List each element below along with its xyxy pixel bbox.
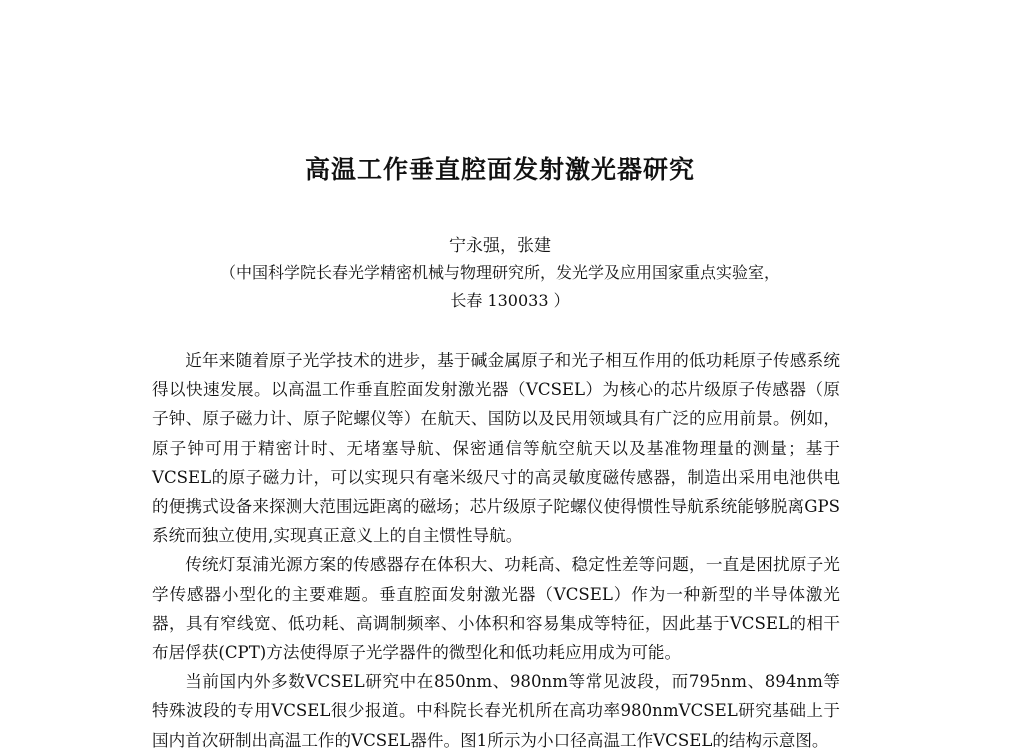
paper-title: 高温工作垂直腔面发射激光器研究 — [304, 155, 695, 184]
affiliation-line-2: 长春 130033 ） — [450, 291, 570, 310]
author-list: 宁永强，张建 — [449, 236, 551, 256]
body-text — [152, 346, 840, 755]
body-paragraph-2: 传统灯泵浦光源方案的传感器存在体积大、功耗高、稳定性差等问题，一直是困扰原子光学传感器小型化的主要难题。垂直腔面发射激光器（VCSEL）作为一种新型的半导体激光器，具有窄线宽、低功耗、高调制频率、小体积和容易集成等特征，因此基于VCSEL的相干布居俘获(CPT)方法使得原子光学器件的微型化和低功耗应用成为可能。 — [152, 555, 840, 663]
body-paragraph-1: 近年来随着原子光学技术的进步，基于碱金属原子和光子相互作用的低功耗原子传感系统得以快速发展。以高温工作垂直腔面发射激光器（VCSEL）为核心的芯片级原子传感器（原子钟、原子磁力计、原子陀螺仪等）在航天、国防以及民用领域具有广泛的应用前景。例如，原子钟可用于精密计时、无堵塞导航、保密通信等航空航天以及基准物理量的测量；基于VCSEL的原子磁力计，可以实现只有毫米级尺寸的高灵敏度磁传感器，制造出采用电池供电的便携式设备来探测大范围远距离的磁场；芯片级原子陀螺仪使得惯性导航系统能够脱离GPS系统而独立使用,实现真正意义上的自主惯性导航。 — [152, 351, 840, 546]
affiliation-line-1: （中国科学院长春光学精密机械与物理研究所，发光学及应用国家重点实验室， — [219, 263, 780, 282]
body-paragraph-3: 当前国内外多数VCSEL研究中在850nm、980nm等常见波段，而795nm、894nm等特殊波段的专用VCSEL很少报道。中科院长春光机所在高功率980nmVCSEL研究基础上于国内首次研制出高温工作的VCSEL器件。图1所示为小口径高温工作VCSEL的结构示意图。 — [152, 672, 840, 750]
